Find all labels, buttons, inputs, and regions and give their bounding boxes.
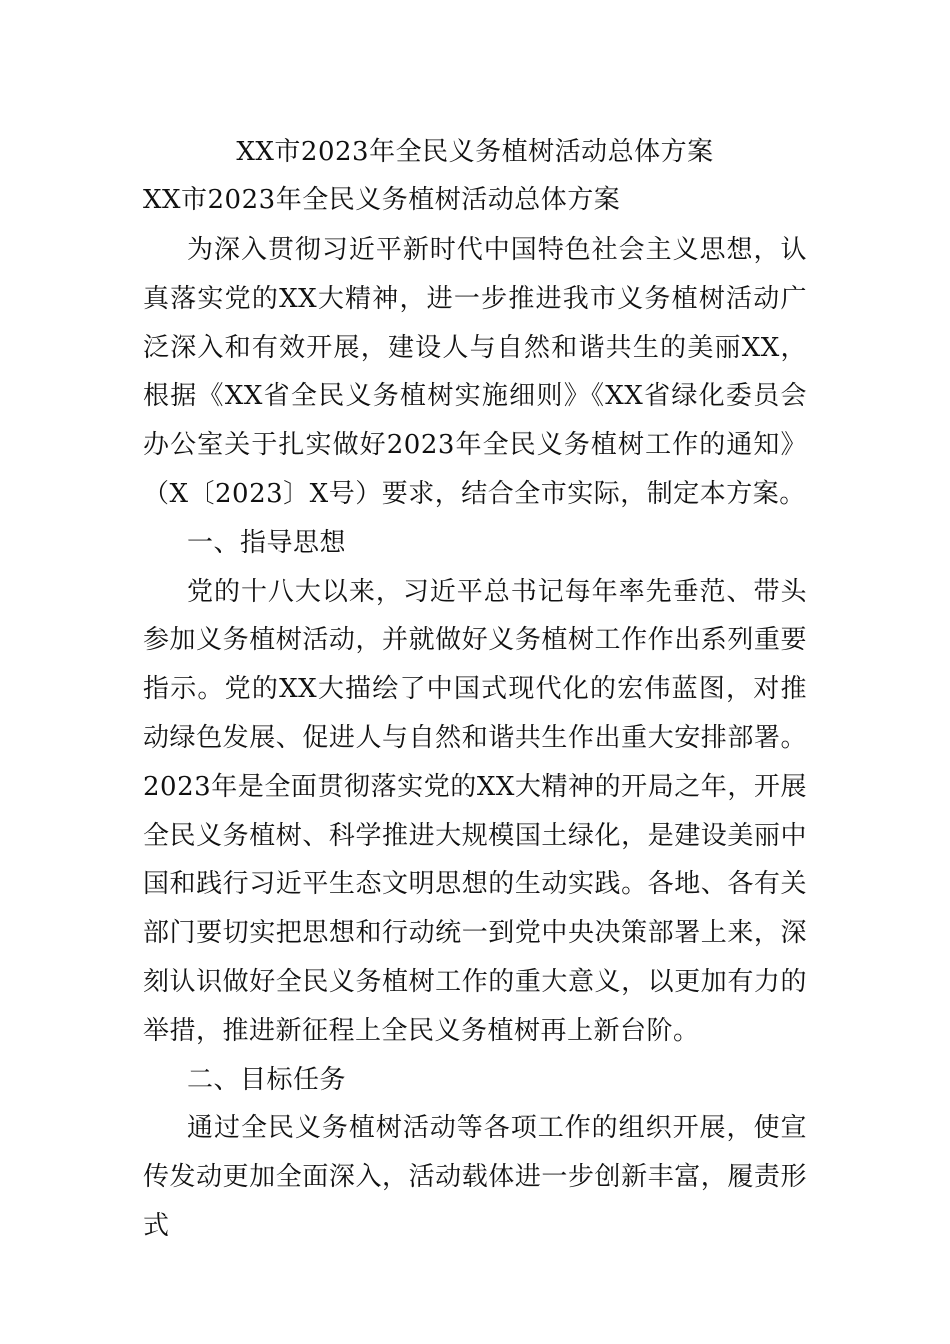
intro-paragraph: 为深入贯彻习近平新时代中国特色社会主义思想，认真落实党的XX大精神，进一步推进我市义务植树活动广泛深入和有效开展，建设人与自然和谐共生的美丽XX，根据《XX省全民义务植树实施细则》《XX省绿化委员会办公室关于扎实做好2023年全民义务植树工作的通知》（X〔2023〕X号）要求，结合全市实际，制定本方案。 <box>143 235 807 509</box>
section-heading-goals-tasks: 二、目标任务 <box>187 1064 347 1095</box>
document-title: XX市2023年全民义务植树活动总体方案 <box>236 137 714 167</box>
document-body <box>143 226 807 1251</box>
section-paragraph-goals-tasks: 通过全民义务植树活动等各项工作的组织开展，使宣传发动更加全面深入，活动载体进一步创新丰富，履责形式 <box>143 1113 807 1241</box>
section-heading-guiding-ideology: 一、指导思想 <box>187 527 347 558</box>
document-subtitle: XX市2023年全民义务植树活动总体方案 <box>143 185 621 215</box>
section-paragraph-guiding-ideology: 党的十八大以来，习近平总书记每年率先垂范、带头参加义务植树活动，并就做好义务植树工作作出系列重要指示。党的XX大描绘了中国式现代化的宏伟蓝图，对推动绿色发展、促进人与自然和谐共生作出重大安排部署。2023年是全面贯彻落实党的XX大精神的开局之年，开展全民义务植树、科学推进大规模国土绿化，是建设美丽中国和践行习近平生态文明思想的生动实践。各地、各有关部门要切实把思想和行动统一到党中央决策部署上来，深刻认识做好全民义务植树工作的重大意义，以更加有力的举措，推进新征程上全民义务植树再上新台阶。 <box>143 576 807 1046</box>
